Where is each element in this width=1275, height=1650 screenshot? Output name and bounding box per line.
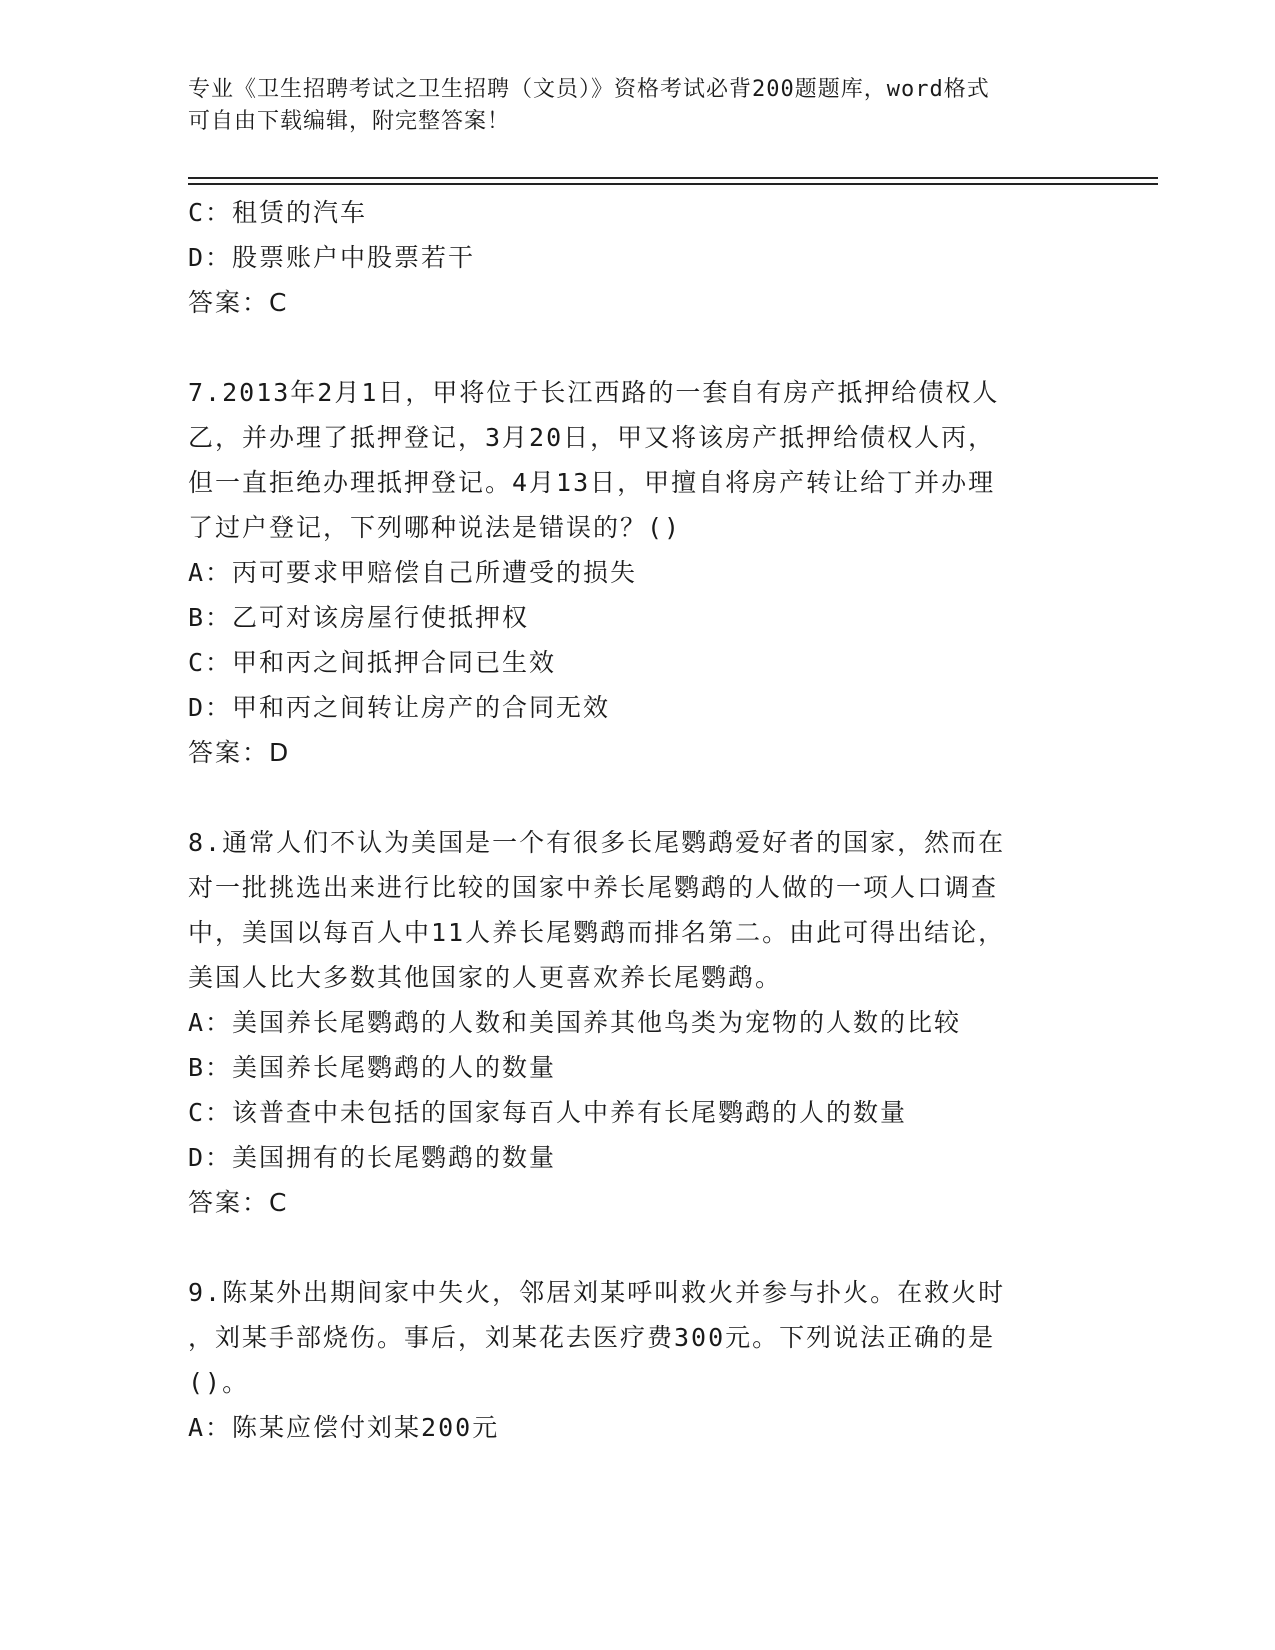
option-a: A：美国养长尾鹦鹉的人数和美国养其他鸟类为宠物的人数的比较 — [188, 1008, 962, 1037]
question-text-line: 8.通常人们不认为美国是一个有很多长尾鹦鹉爱好者的国家，然而在 — [188, 828, 1006, 857]
header-line: 可自由下载编辑，附完整答案！ — [188, 109, 511, 134]
question-text-line: 但一直拒绝办理抵押登记。4月13日，甲擅自将房产转让给丁并办理 — [188, 468, 996, 497]
question-list — [188, 190, 1068, 1450]
answer: 答案：C — [188, 1188, 289, 1217]
question-6-tail — [188, 190, 1068, 325]
option-b: B：乙可对该房屋行使抵押权 — [188, 603, 530, 632]
option-c: C：甲和丙之间抵押合同已生效 — [188, 648, 557, 677]
question-8 — [188, 820, 1068, 1225]
header-divider — [188, 183, 1158, 185]
answer: 答案：D — [188, 738, 291, 767]
question-text-line: ()。 — [188, 1368, 250, 1397]
question-text-line: 了过户登记，下列哪种说法是错误的？() — [188, 513, 682, 542]
question-text-line: 7.2013年2月1日，甲将位于长江西路的一套自有房产抵押给债权人 — [188, 378, 1000, 407]
option-c: C：租赁的汽车 — [188, 198, 368, 227]
question-text-line: ，刘某手部烧伤。事后，刘某花去医疗费300元。下列说法正确的是 — [188, 1323, 996, 1352]
question-text-line: 9.陈某外出期间家中失火，邻居刘某呼叫救火并参与扑火。在救火时 — [188, 1278, 1006, 1307]
question-text-line: 对一批挑选出来进行比较的国家中养长尾鹦鹉的人做的一项人口调查 — [188, 873, 999, 902]
question-text-line: 中，美国以每百人中11人养长尾鹦鹉而排名第二。由此可得出结论， — [188, 918, 1006, 947]
option-d: D：美国拥有的长尾鹦鹉的数量 — [188, 1143, 557, 1172]
question-7 — [188, 370, 1068, 775]
question-9 — [188, 1270, 1068, 1450]
option-a: A：丙可要求甲赔偿自己所遭受的损失 — [188, 558, 638, 587]
option-a: A：陈某应偿付刘某200元 — [188, 1413, 500, 1442]
option-c: C：该普查中未包括的国家每百人中养有长尾鹦鹉的人的数量 — [188, 1098, 908, 1127]
document-header — [188, 74, 1068, 138]
question-text-line: 美国人比大多数其他国家的人更喜欢养长尾鹦鹉。 — [188, 963, 783, 992]
header-divider — [188, 177, 1158, 179]
answer: 答案：C — [188, 288, 289, 317]
question-text-line: 乙，并办理了抵押登记，3月20日，甲又将该房产抵押给债权人丙， — [188, 423, 996, 452]
option-d: D：甲和丙之间转让房产的合同无效 — [188, 693, 611, 722]
option-d: D：股票账户中股票若干 — [188, 243, 476, 272]
header-line: 专业《卫生招聘考试之卫生招聘（文员）》资格考试必背200题题库，word格式 — [188, 77, 990, 102]
option-b: B：美国养长尾鹦鹉的人的数量 — [188, 1053, 557, 1082]
